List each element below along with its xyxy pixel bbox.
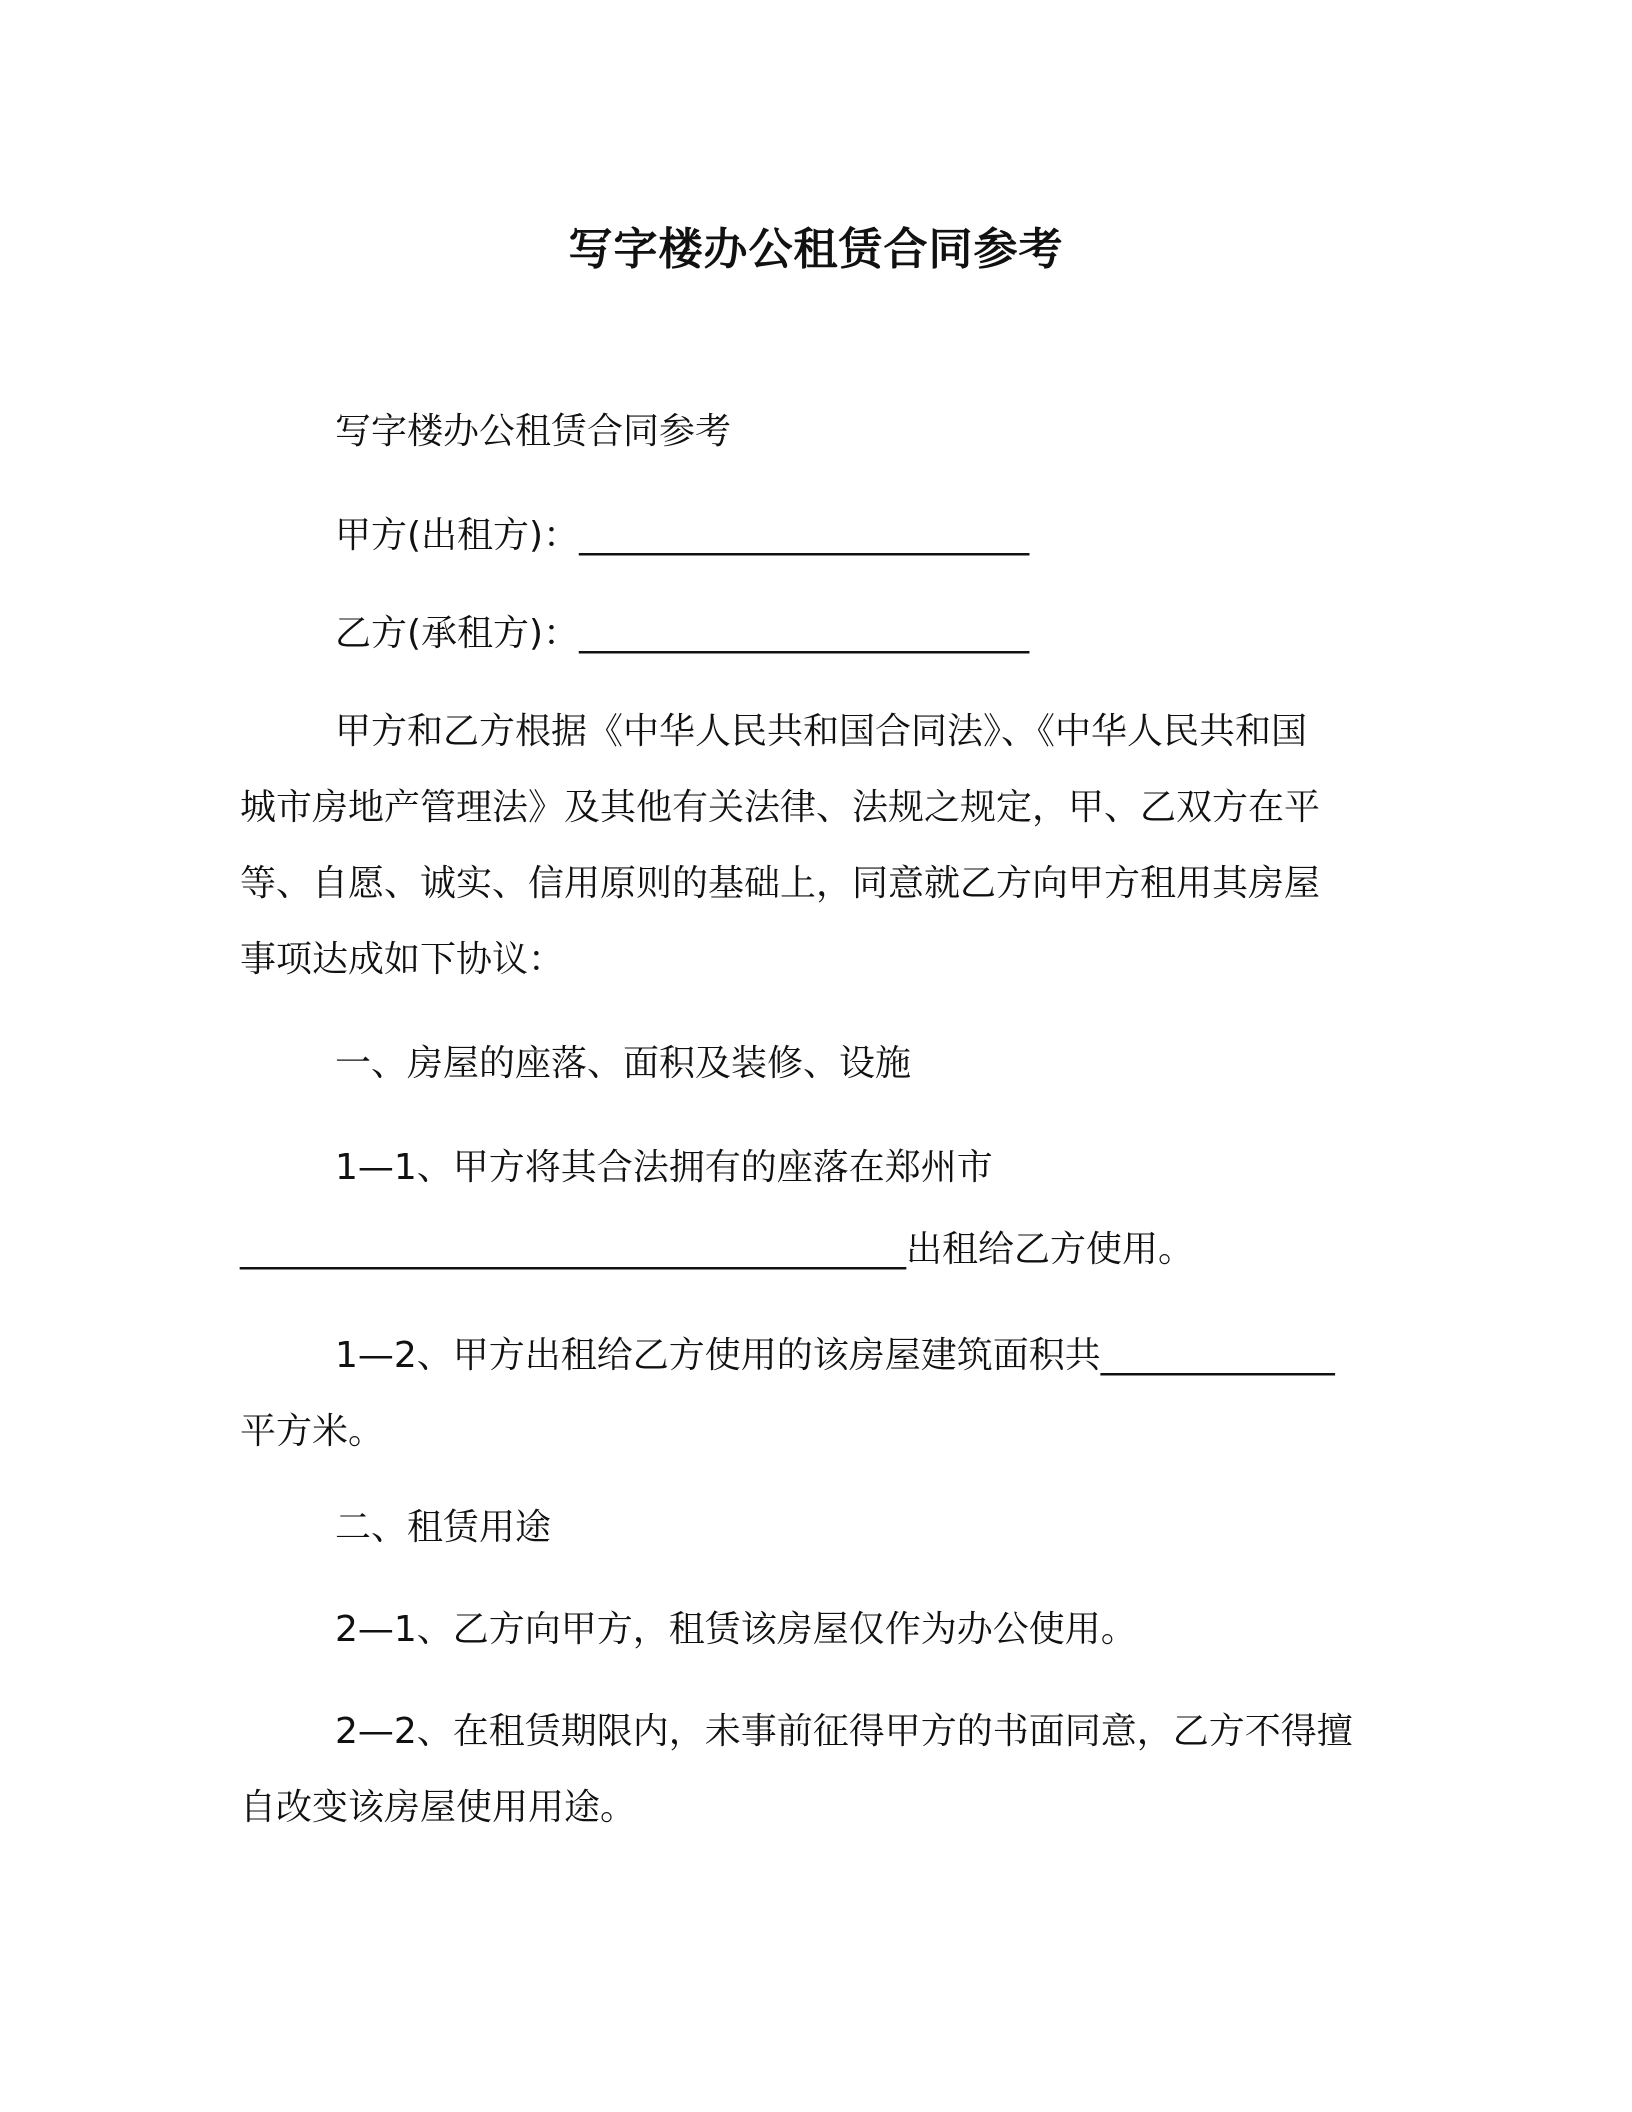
section-2-heading: 二、租赁用途 (335, 1507, 552, 1548)
preamble-line-1: 甲方和乙方根据《中华人民共和国合同法》、《中华人民共和国 (335, 711, 1308, 752)
document-title: 写字楼办公租赁合同参考 (568, 224, 1064, 275)
clause-2-2-line-1: 2—2、在租赁期限内，未事前征得甲方的书面同意，乙方不得擅 (335, 1711, 1353, 1752)
party-a-line: 甲方(出租方)：_________________________ (335, 515, 1030, 556)
clause-1-1-line-2: _____________________________________出租给乙方使用。 (240, 1229, 1195, 1270)
party-b-line: 乙方(承租方)：_________________________ (335, 613, 1030, 654)
clause-2-1: 2—1、乙方向甲方，租赁该房屋仅作为办公使用。 (335, 1609, 1137, 1650)
document-subtitle: 写字楼办公租赁合同参考 (335, 411, 732, 452)
clause-1-2-line-2: 平方米。 (240, 1411, 385, 1452)
section-1-heading: 一、房屋的座落、面积及装修、设施 (335, 1043, 912, 1084)
preamble-line-4: 事项达成如下协议： (240, 939, 565, 980)
clause-2-2-line-2: 自改变该房屋使用用途。 (240, 1787, 637, 1828)
clause-1-1-line-1: 1—1、甲方将其合法拥有的座落在郑州市 (335, 1147, 993, 1188)
clause-1-2-line-1: 1—2、甲方出租给乙方使用的该房屋建筑面积共_____________ (335, 1335, 1335, 1376)
preamble-line-3: 等、自愿、诚实、信用原则的基础上，同意就乙方向甲方租用其房屋 (240, 863, 1321, 904)
preamble-line-2: 城市房地产管理法》及其他有关法律、法规之规定，甲、乙双方在平 (240, 787, 1321, 828)
